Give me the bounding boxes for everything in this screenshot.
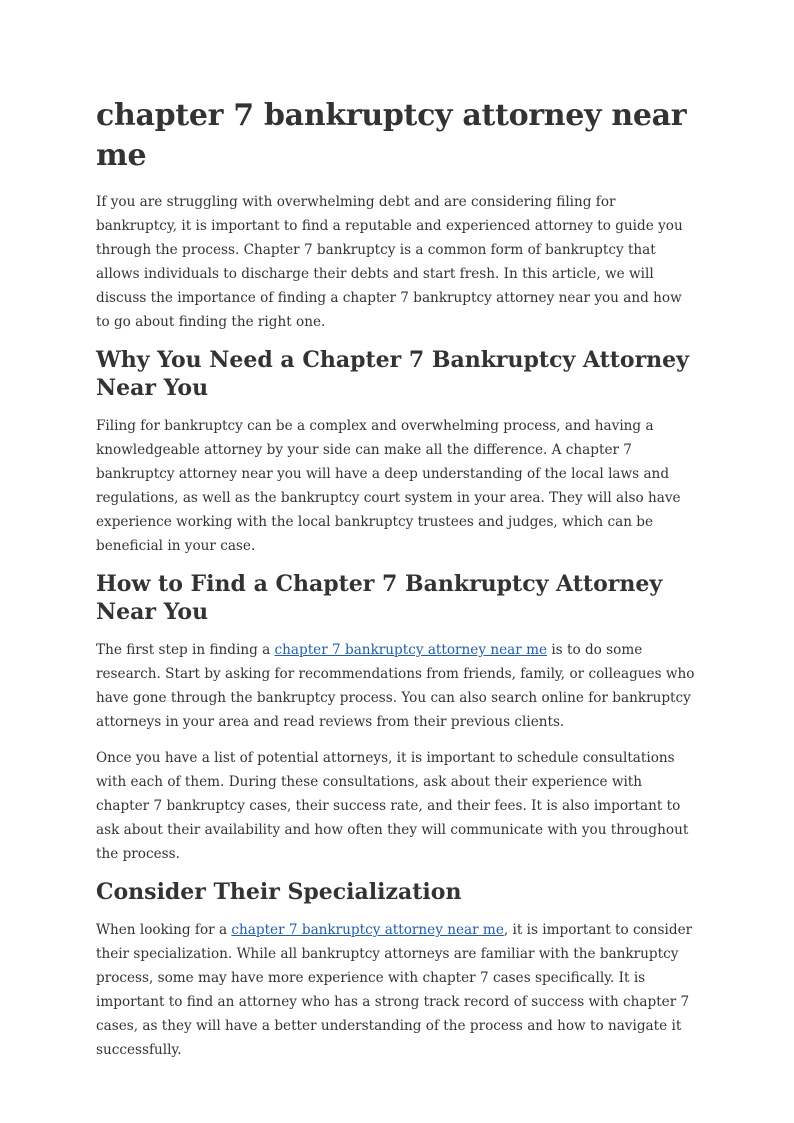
page-title: chapter 7 bankruptcy attorney near me bbox=[96, 98, 687, 173]
intro-paragraph: If you are struggling with overwhelming debt and are considering filing for bankruptcy, it is important to find a reputable and experienced attorney to guide you through the process. Chapter 7 bankruptcy is a common form of bankruptcy that allows individuals to discharge their debts and start fresh. In this article, we will discuss the importance of finding a chapter 7 bankruptcy attorney near you and how to go about finding the right one. bbox=[96, 194, 683, 330]
section-heading-how-to-find: How to Find a Chapter 7 Bankruptcy Attorney Near You bbox=[96, 571, 663, 625]
attorney-link[interactable]: chapter 7 bankruptcy attorney near me bbox=[274, 642, 548, 658]
text-segment: , it is important to consider their specialization. While all bankruptcy attorneys are familiar with the bankruptcy process, some may have more experience with chapter 7 cases specifically. It is important to find an attorney who has a strong track record of success with chapter 7 cases, as they will have a better understanding of the process and how to navigate it successfully. bbox=[96, 922, 693, 1058]
document-page bbox=[96, 96, 696, 1074]
text-segment: The first step in finding a bbox=[96, 642, 275, 658]
section-why-paragraph: Filing for bankruptcy can be a complex and overwhelming process, and having a knowledgeable attorney by your side can make all the difference. A chapter 7 bankruptcy attorney near you will have a deep understanding of the local laws and regulations, as well as the bankruptcy court system in your area. They will also have experience working with the local bankruptcy trustees and judges, which can be beneficial in your case. bbox=[96, 418, 681, 554]
attorney-link[interactable]: chapter 7 bankruptcy attorney near me bbox=[231, 922, 504, 938]
section-specialization-paragraph bbox=[96, 918, 696, 1062]
section-how-paragraph-1 bbox=[96, 638, 696, 734]
section-how-paragraph-2: Once you have a list of potential attorneys, it is important to schedule consultations with each of them. During these consultations, ask about their experience with chapter 7 bankruptcy cases, their success rate, and their fees. It is also important to ask about their availability and how often they will communicate with you throughout the process. bbox=[96, 750, 689, 862]
section-heading-specialization: Consider Their Specialization bbox=[96, 879, 462, 905]
section-heading-why: Why You Need a Chapter 7 Bankruptcy Attorney Near You bbox=[96, 347, 689, 401]
text-segment: When looking for a bbox=[96, 922, 232, 938]
text-segment: is to do some research. Start by asking for recommendations from friends, family, or colleagues who have gone through the bankruptcy process. You can also search online for bankruptcy attorneys in your area and read reviews from their previous clients. bbox=[96, 642, 695, 730]
